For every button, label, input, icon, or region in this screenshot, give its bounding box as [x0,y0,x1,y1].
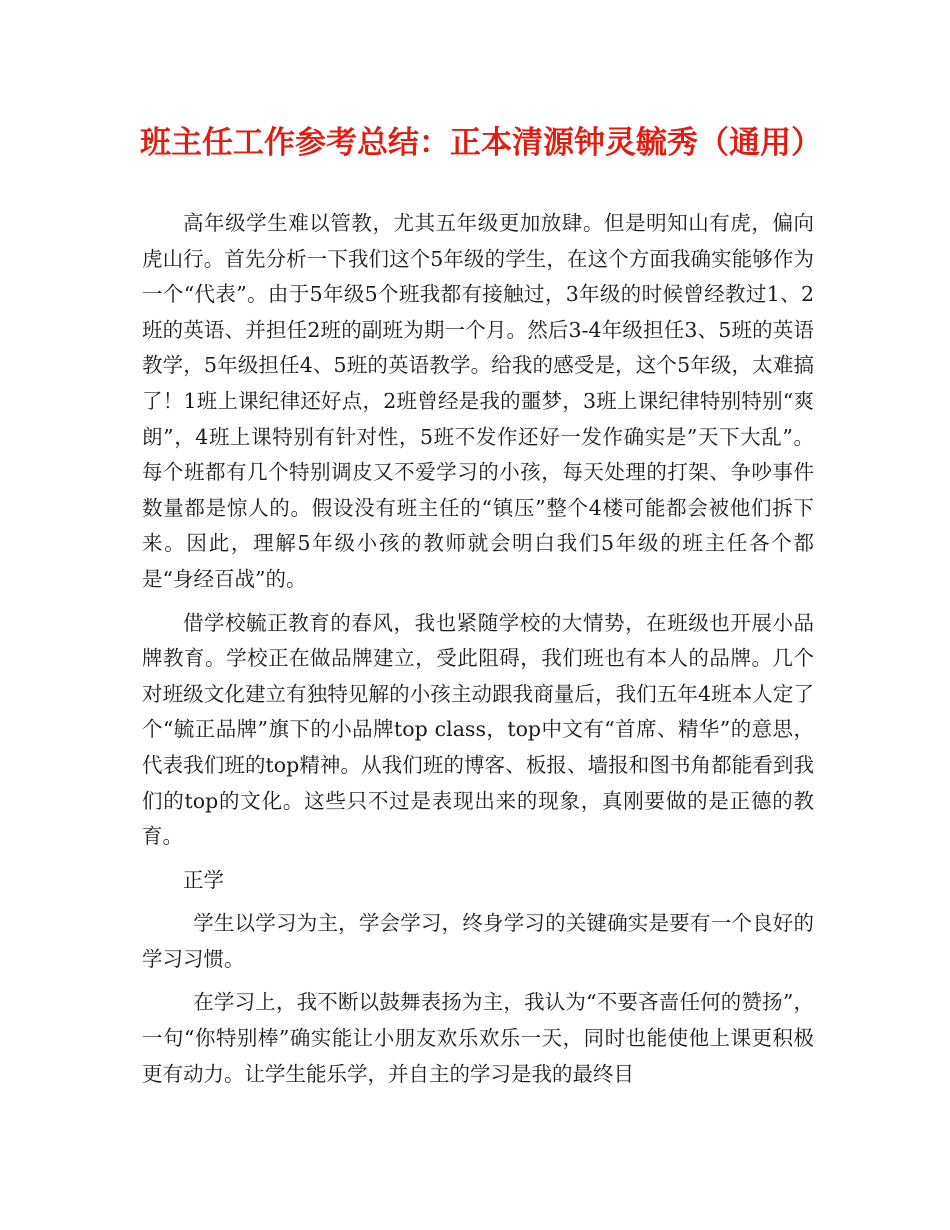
paragraph-gap [142,898,814,906]
paragraph-4: 在学习上，我不断以鼓舞表扬为主，我认为“不要吝啬任何的赞扬”，一句“你特别棒”确实能让小朋友欢乐欢乐一天，同时也能使他上课更积极更有动力。让学生能乐学，并自主的学习是我的最终目 [142,990,814,1086]
section-heading: 正学 [183,867,224,892]
document-title: 班主任工作参考总结：正本清源钟灵毓秀（通用） [140,125,822,161]
paragraph-3: 学生以学习为主，学会学习，终身学习的关键确实是要有一个良好的学习习惯。 [142,911,814,971]
paragraph-1: 高年级学生难以管教，尤其五年级更加放肆。但是明知山有虎，偏向虎山行。首先分析一下我们这个5年级的学生，在这个方面我确实能够作为一个“代表”。由于5年级5个班我都有接触过，3年级的时候曾经教过1、2班的英语、并担任2班的副班为期一个月。然后3-4年级担任3、5班的英语教学，5年级担任4、5班的英语教学。给我的感受是，这个5年级，太难搞了！1班上课纪律还好点，2班曾经是我的噩梦，3班上课纪律特别特别“爽朗”，4班上课特别有针对性，5班不发作还好一发作确实是”天下大乱”。每个班都有几个特别调皮又不爱学习的小孩，每天处理的打架、争吵事件数量都是惊人的。假设没有班主任的“镇压”整个4楼可能都会被他们拆下来。因此，理解5年级小孩的教师就会明白我们5年级的班主任各个都是“身经百战”的。 [142,211,814,591]
document-body [142,206,814,1092]
paragraph-2: 借学校毓正教育的春风，我也紧随学校的大情势，在班级也开展小品牌教育。学校正在做品牌建立，受此阻碍，我们班也有本人的品牌。几个对班级文化建立有独特见解的小孩主动跟我商量后，我们五年4班本人定了个“毓正品牌”旗下的小品牌top class，top中文有“首席、精华”的意思，代表我们班的top精神。从我们班的博客、板报、墙报和图书角都能看到我们的top的文化。这些只不过是表现出来的现象，真刚要做的是正德的教育。 [142,610,814,849]
paragraph-gap [142,855,814,863]
paragraph-gap [142,977,814,985]
paragraph-gap [142,598,814,606]
